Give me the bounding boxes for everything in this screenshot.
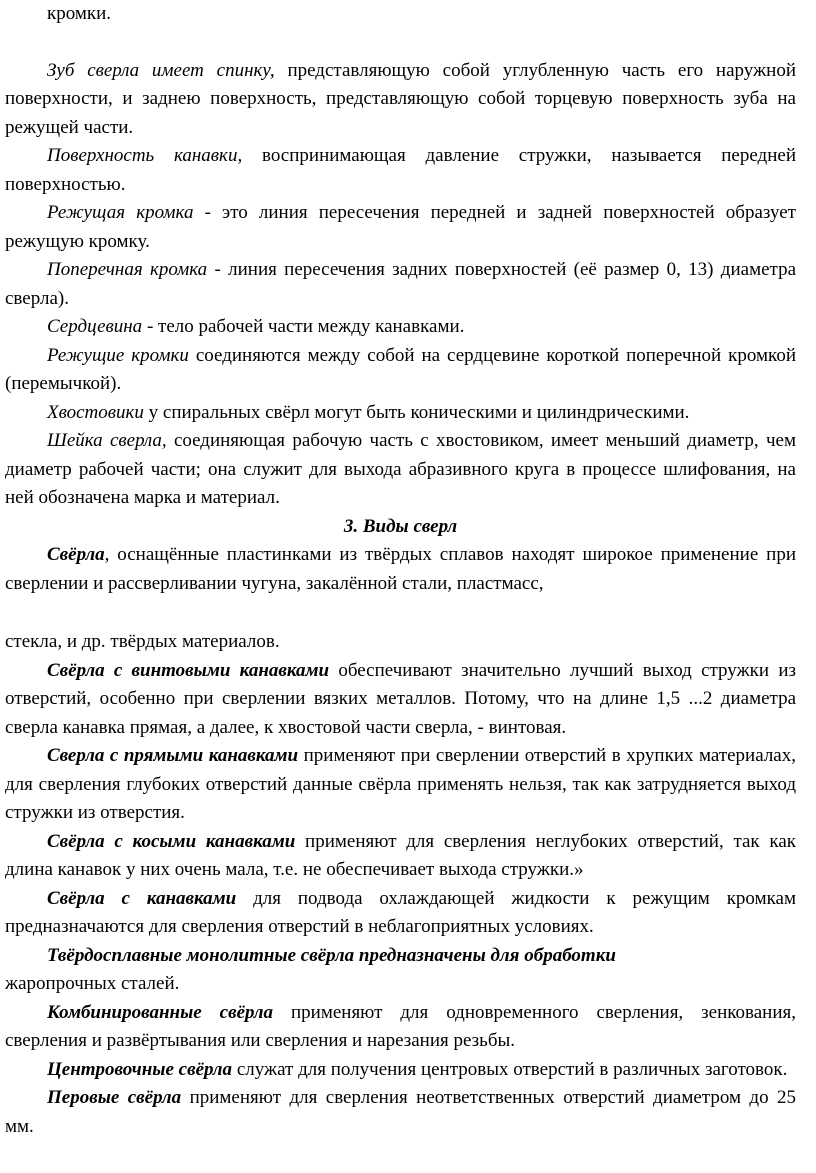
term: Зуб сверла имеет спинку, (47, 59, 275, 81)
term: Комбинированные свёрла (47, 1001, 274, 1023)
term: Перовые свёрла (47, 1087, 182, 1108)
term: Поперечная кромка (47, 259, 208, 280)
paragraph-cutting-edge: Режущая кромка - это линия пересечения передней и задней поверхностей образует режущую кромку. (5, 202, 796, 252)
paragraph-drill-tooth: Зуб сверла имеет спинку, представляющую собой углубленную часть его наружной поверхности, и заднею поверхность, представляющую собой торцевую поверхность зуба на режущей части. (5, 59, 796, 138)
term: Режущая кромка (47, 202, 194, 223)
paragraph-oblique-flutes: Свёрла с косыми канавками применяют для сверления неглубоких отверстий, так как длина канавок у них очень мала, т.е. не обеспечивает выхода стружки.» (5, 830, 796, 880)
paragraph-coolant-flutes: Свёрла с канавками для подвода охлаждающей жидкости к режущим кромкам предназначаются для сверления отверстий в неблагоприятных условиях. (5, 887, 796, 937)
paragraph-core: Сердцевина - тело рабочей части между канавками. (47, 316, 465, 337)
paragraph-fragment: кромки. (47, 3, 112, 24)
paragraph-cutting-edges: Режущие кромки соединяются между собой на сердцевине короткой поперечной кромкой (перемычкой). (5, 344, 796, 394)
term: Центровочные свёрла (47, 1058, 233, 1080)
paragraph-solid-carbide: Твёрдосплавные монолитные свёрла предназначены для обработки жаропрочных сталей. (5, 944, 616, 994)
term: Хвостовики (47, 401, 144, 423)
term: Поверхность канавки, (47, 145, 243, 166)
paragraph-continuation: стекла, и др. твёрдых материалов. (5, 631, 280, 652)
term: Сердцевина (47, 316, 143, 337)
paragraph-center-drills: Центровочные свёрла служат для получения центровых отверстий в различных заготовок. (47, 1058, 788, 1080)
paragraph-flute-surface: Поверхность канавки, воспринимающая давление стружки, называется передней поверхностью. (5, 145, 796, 195)
term: Свёрла с косыми канавками (47, 830, 296, 852)
paragraph-carbide-tipped: Свёрла, оснащённые пластинками из твёрдых сплавов находят широкое применение при сверлении и рассверливании чугуна, закалённой стали, пластмасс, (5, 544, 796, 594)
paragraph-spade-drills: Перовые свёрла применяют для сверления неответственных отверстий диаметром до 25 мм. (5, 1087, 797, 1137)
paragraph-shanks: Хвостовики у спиральных свёрл могут быть коническими и цилиндрическими. (47, 401, 690, 423)
section-heading: 3. Виды сверл (343, 515, 458, 537)
paragraph-combined: Комбинированные свёрла применяют для одновременного сверления, зенкования, сверления и развёртывания или сверления и нарезания резьбы. (5, 1001, 796, 1051)
paragraph-straight-flutes: Сверла с прямыми канавками применяют при сверлении отверстий в хрупких материалах, для сверления глубоких отверстий данные свёрла применять нельзя, так как затрудняется выход стружки из отверстия. (5, 745, 796, 823)
term: Твёрдосплавные монолитные свёрла предназначены для обработки (47, 944, 616, 966)
term: Шейка сверла, (47, 430, 167, 451)
term: Свёрла с винтовыми канавками (47, 659, 330, 681)
term: Сверла с прямыми канавками (47, 745, 299, 766)
term: Режущие кромки (47, 344, 189, 366)
paragraph-cross-edge: Поперечная кромка - линия пересечения задних поверхностей (её размер 0, 13) диаметра сверла). (5, 259, 797, 309)
paragraph-neck: Шейка сверла, соединяющая рабочую часть с хвостовиком, имеет меньший диаметр, чем диаметр рабочей части; она служит для выхода абразивного круга в процессе шлифования, на ней обозначена марка и материал. (5, 430, 796, 508)
term: Свёрла с канавками (47, 887, 237, 909)
paragraph-helical-flutes: Свёрла с винтовыми канавками обеспечивают значительно лучший выход стружки из отверстий, особенно при сверлении вязких металлов. Потому, что на длине 1,5 ...2 диаметра сверла канавка прямая, а далее, к хвостовой части сверла, - винтовая. (5, 659, 796, 738)
term: Свёрла (47, 544, 105, 565)
